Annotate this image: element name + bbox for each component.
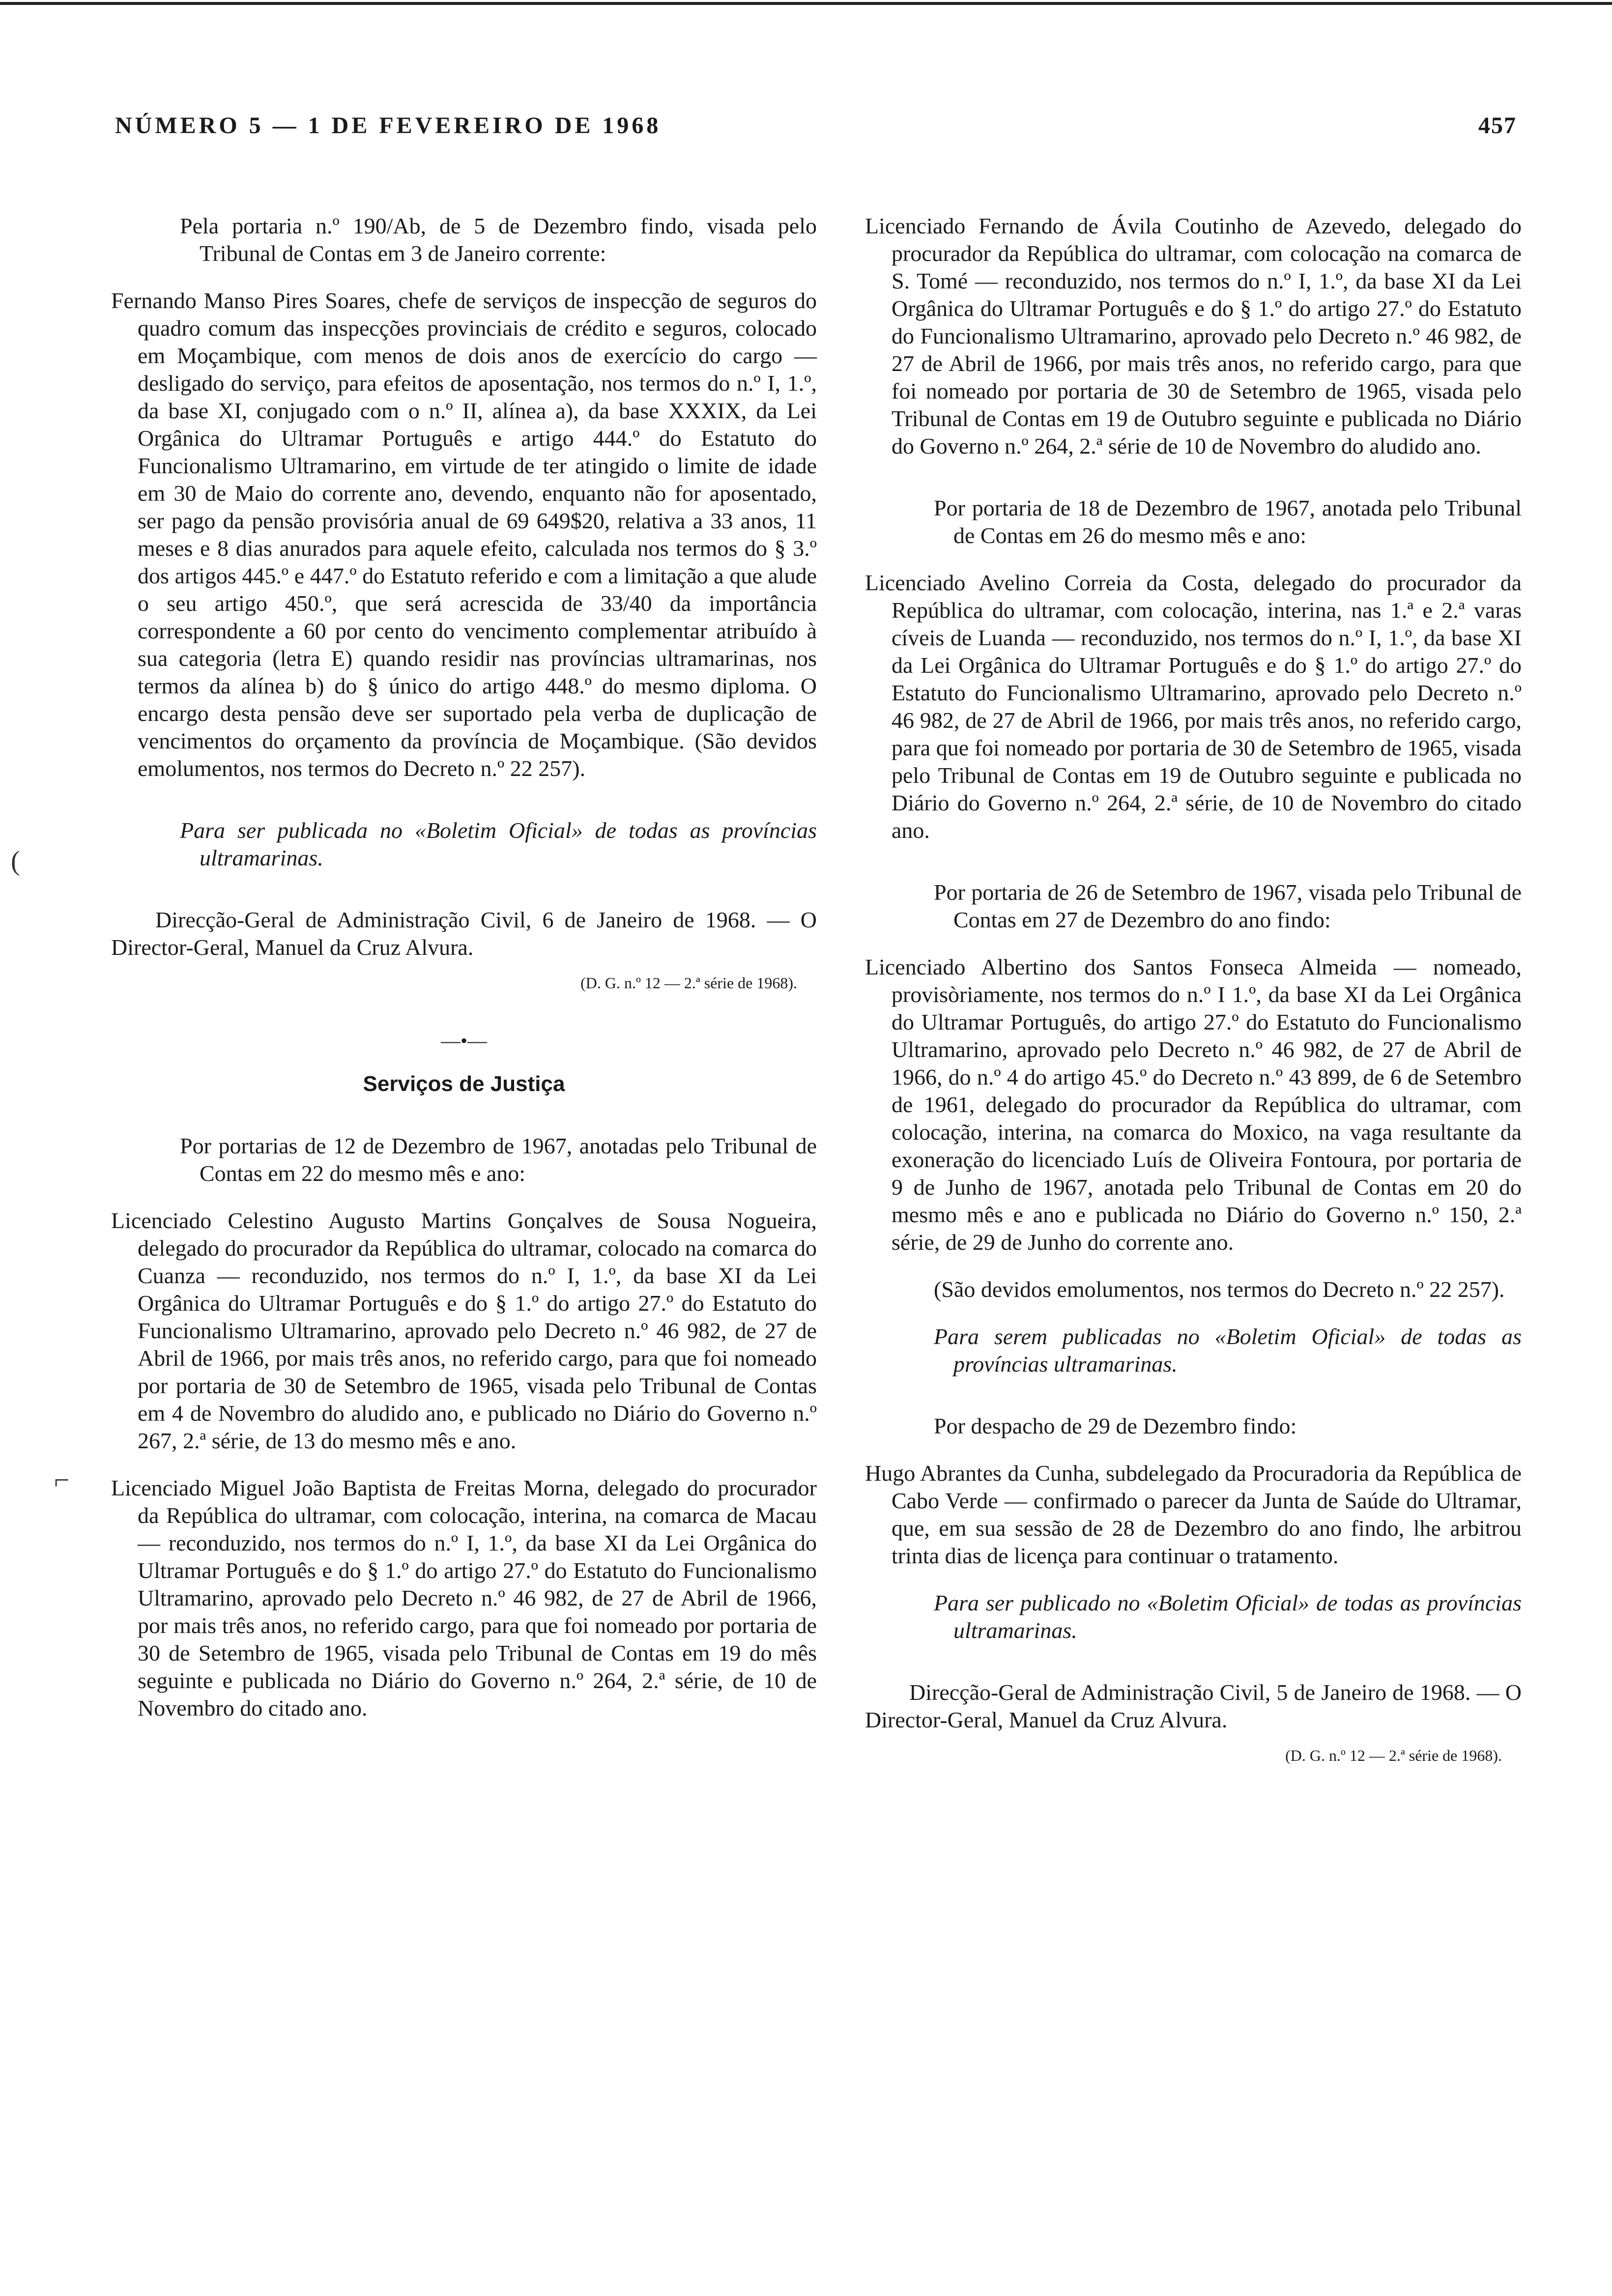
directorate-signature: Direcção-Geral de Administração Civil, 6 de Janeiro de 1968. — O Director-Geral, Manuel da Cruz Alvura. [111, 907, 817, 960]
section-divider-ornament: —•— [440, 1030, 487, 1052]
despacho-intro: Por despacho de 29 de Dezembro findo: [934, 1413, 1297, 1438]
gazette-reference: (D. G. n.º 12 — 2.ª série de 1968). [1285, 1747, 1502, 1764]
section-title: Serviços de Justiça [363, 1072, 565, 1096]
page-header [115, 112, 1517, 146]
appointment-entry: Licenciado Miguel João Baptista de Freitas Morna, delegado do procurador da República do ultramar, com colocação, interina, na comarca de Macau — reconduzido, nos termos do n.º I, 1.º, da base XI da Lei Orgânica do Ultramar Português e do § 1.º do artigo 27.º do Estatuto do Funcionalismo Ultramarino, aprovado pelo Decreto n.º 46 982, de 27 de Abril de 1966, por mais três anos, no referido cargo, para que foi nomeado por portaria de 30 de Setembro de 1965, visada pelo Tribunal de Contas em 19 do mês seguinte e publicada no Diário do Governo n.º 264, 2.ª série, de 10 de Novembro do citado ano. [111, 1475, 817, 1721]
portaria-intro: Por portaria de 18 de Dezembro de 1967, anotada pelo Tribunal de Contas em 26 do mesmo mês e ano: [934, 495, 1522, 548]
emolument-note: (São devidos emolumentos, nos termos do Decreto n.º 22 257). [934, 1277, 1505, 1302]
top-rule [0, 2, 1612, 5]
appointment-entry: Licenciado Fernando de Ávila Coutinho de Azevedo, delegado do procurador da República do ultramar, com colocação na comarca de S. Tomé — reconduzido, nos termos do n.º I, 1.º, da base XI da Lei Orgânica do Ultramar Português e do § 1.º do artigo 27.º do Estatuto do Funcionalismo Ultramarino, aprovado pelo Decreto n.º 46 982, de 27 de Abril de 1966, por mais três anos, no referido cargo, para que foi nomeado por portaria de 30 de Setembro de 1965, visada pelo Tribunal de Contas em 19 de Outubro seguinte e publicada no Diário do Governo n.º 264, 2.ª série de 10 de Novembro do aludido ano. [865, 213, 1522, 459]
margin-mark: ⌐ [54, 1465, 70, 1495]
portarias-intro: Por portarias de 12 de Dezembro de 1967, anotadas pelo Tribunal de Contas em 22 do mesmo mês e ano: [180, 1133, 817, 1186]
directorate-signature: Direcção-Geral de Administração Civil, 5 de Janeiro de 1968. — O Director-Geral, Manuel da Cruz Alvura. [865, 1680, 1522, 1732]
header-title: NÚMERO 5 — 1 DE FEVEREIRO DE 1968 [115, 113, 662, 139]
gazette-reference: (D. G. n.º 12 — 2.ª série de 1968). [580, 974, 797, 992]
left-column [111, 212, 817, 1722]
publication-note: Para ser publicada no «Boletim Oficial» de todas as províncias ultramarinas. [180, 818, 817, 870]
margin-mark: ( [11, 846, 20, 876]
despacho-entry: Hugo Abrantes da Cunha, subdelegado da Procuradoria da República de Cabo Verde — confirmado o parecer da Junta de Saúde do Ultramar, que, em sua sessão de 28 de Dezembro do ano findo, lhe arbitrou trinta dias de licença para continuar o tratamento. [865, 1461, 1522, 1568]
publication-note: Para serem publicadas no «Boletim Oficial» de todas as províncias ultramarinas. [934, 1324, 1522, 1377]
appointment-entry: Licenciado Celestino Augusto Martins Gonçalves de Sousa Nogueira, delegado do procurador da República do ultramar, colocado na comarca do Cuanza — reconduzido, nos termos do n.º I, 1.º, da base XI da Lei Orgânica do Ultramar Português e do § 1.º do artigo 27.º do Estatuto do Funcionalismo Ultramarino, aprovado pelo Decreto n.º 46 982, de 27 de Abril de 1966, por mais três anos, no referido cargo, para que foi nomeado por portaria de 30 de Setembro de 1965, visada pelo Tribunal de Contas em 4 de Novembro do aludido ano, e publicado no Diário do Governo n.º 267, 2.ª série, de 13 do mesmo mês e ano. [111, 1208, 817, 1453]
appointment-entry: Licenciado Avelino Correia da Costa, delegado do procurador da República do ultramar, com colocação, interina, nas 1.ª e 2.ª varas cíveis de Luanda — reconduzido, nos termos do n.º I, 1.º, da base XI da Lei Orgânica do Ultramar Português e do § 1.º do artigo 27.º do Estatuto do Funcionalismo Ultramarino, aprovado pelo Decreto n.º 46 982, de 27 de Abril de 1966, por mais três anos, no referido cargo, para que foi nomeado por portaria de 30 de Setembro de 1965, visada pelo Tribunal de Contas em 19 de Outubro seguinte e publicada no Diário do Governo n.º 264, 2.ª série, de 10 de Novembro do citado ano. [865, 570, 1522, 843]
portaria-body: Fernando Manso Pires Soares, chefe de serviços de inspecção de seguros do quadro comum das inspecções provinciais de crédito e seguros, colocado em Moçambique, com menos de dois anos de exercício do cargo — desligado do serviço, para efeitos de aposentação, nos termos do n.º I, 1.º, da base XI, conjugado com o n.º II, alínea a), da base XXXIX, da Lei Orgânica do Ultramar Português e artigo 444.º do Estatuto do Funcionalismo Ultramarino, em virtude de ter atingido o limite de idade em 30 de Maio do corrente ano, devendo, enquanto não for aposentado, ser pago da pensão provisória anual de 69 649$20, relativa a 33 anos, 11 meses e 8 dias anurados para aquele efeito, calculada nos termos do § 3.º dos artigos 445.º e 447.º do Estatuto referido e com a limitação a que alude o seu artigo 450.º, que será acrescida de 33/40 da importância correspondente a 60 por cento do vencimento complementar atribuído à sua categoria (letra E) quando residir nas províncias ultramarinas, nos termos da alínea b) do § único do artigo 448.º do mesmo diploma. O encargo desta pensão deve ser suportado pela verba de duplicação de vencimentos do orçamento da província de Moçambique. (São devidos emolumentos, nos termos do Decreto n.º 22 257). [111, 288, 817, 781]
portaria-intro: Por portaria de 26 de Setembro de 1967, visada pelo Tribunal de Contas em 27 de Dezembro do ano findo: [934, 880, 1522, 932]
publication-note: Para ser publicado no «Boletim Oficial» de todas as províncias ultramarinas. [934, 1590, 1522, 1643]
page-number: 457 [1478, 113, 1517, 139]
portaria-intro: Pela portaria n.º 190/Ab, de 5 de Dezembro findo, visada pelo Tribunal de Contas em 3 de Janeiro corrente: [180, 213, 817, 266]
appointment-entry: Licenciado Albertino dos Santos Fonseca Almeida — nomeado, provisòriamente, nos termos do n.º I 1.º, da base XI da Lei Orgânica do Ultramar Português, do artigo 27.º do Estatuto do Funcionalismo Ultramarino, aprovado pelo Decreto n.º 46 982, de 27 de Abril de 1966, do n.º 4 do artigo 45.º do Decreto n.º 43 899, de 6 de Setembro de 1961, delegado do procurador da República do ultramar, com colocação, interina, na comarca do Moxico, na vaga resultante da exoneração do licenciado Luís de Oliveira Fontoura, por portaria de 9 de Junho de 1967, anotada pelo Tribunal de Contas em 20 do mesmo mês e ano e publicada no Diário do Governo n.º 150, 2.ª série, de 29 de Junho do corrente ano. [865, 954, 1522, 1255]
right-column [865, 212, 1522, 1769]
